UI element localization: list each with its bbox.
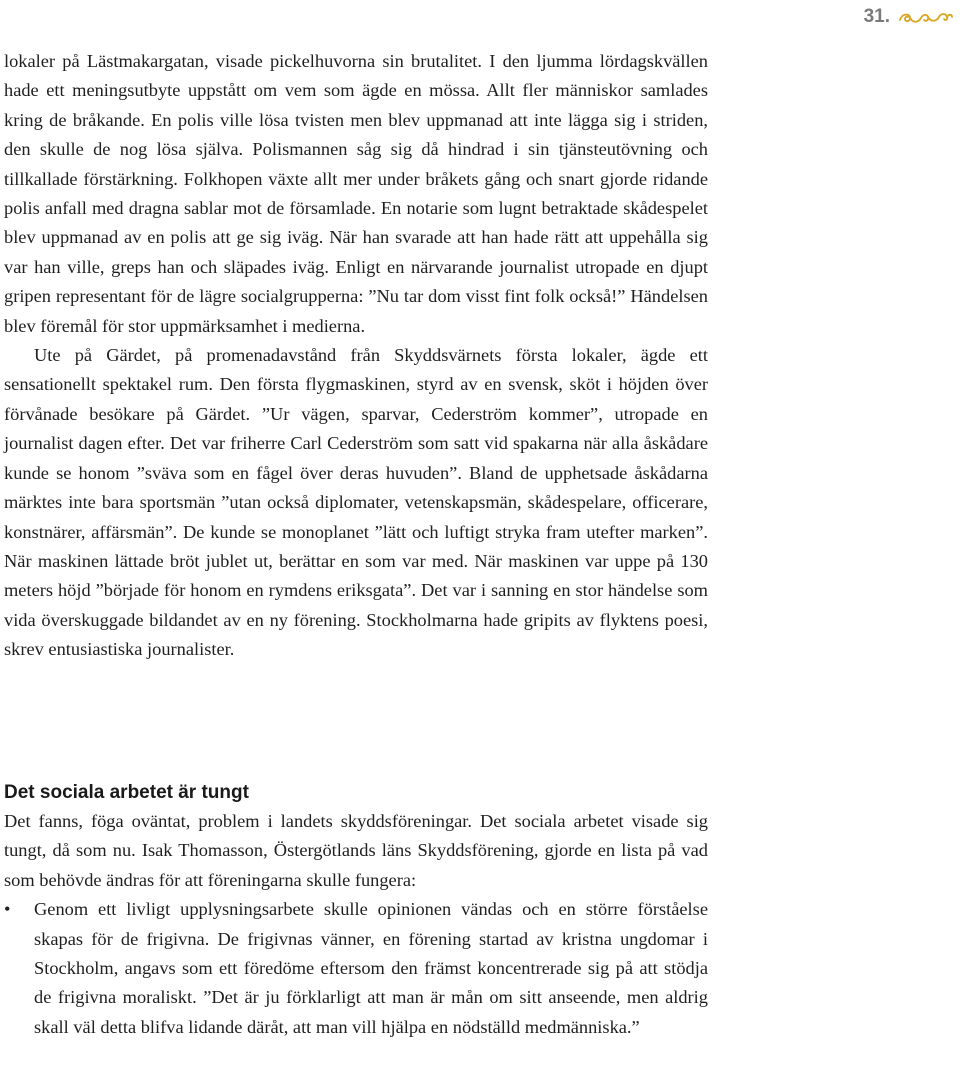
bullet-icon: • bbox=[4, 899, 11, 920]
decorative-swirl-icon bbox=[898, 8, 954, 26]
paragraph: Ute på Gärdet, på promenadavstånd från Skyddsvärnets första lokaler, ägde ett sensationellt spektakel rum. Den första flygmaskinen, styrd av en svensk, sköt i höjden över förvånade besökare på Gärdet. ”Ur vägen, sparvar, Cederström kommer”, utropade en journalist dagen efter. Det var friherre Carl Cederström som satt vid spakarna när alla åskådare kunde se honom ”sväva som en fågel över deras huvuden”. Bland de upphetsade åskådarna märktes inte bara sportsmän ”utan också diplomater, vetenskapsmän, skådespelare, officerare, konstnärer, affärsmän”. De kunde se monoplanet ”lätt och luftigt stryka fram utefter marken”. När maskinen lättade bröt jublet ut, berättar en som var med. När maskinen var uppe på 130 meters höjd ”började för honom en rymdens eriksgata”. Det var i sanning en stor händelse som vida överskuggade bildandet av en ny förening. Stockholmarna hade gripits av flyktens poesi, skrev entusiastiska journalister. bbox=[4, 345, 708, 660]
bullet-item bbox=[4, 895, 708, 1042]
paragraph: lokaler på Lästmakargatan, visade pickelhuvorna sin brutalitet. I den ljumma lördagskvällen hade ett meningsutbyte uppstått om vem som ägde en mössa. Allt fler människor samlades kring de bråkande. En polis ville lösa tvisten men blev uppmanad att inte lägga sig i striden, den skulle de nog lösa själva. Polismannen såg sig då hindrad i sin tjänsteutövning och tillkallade förstärkning. Folkhopen växte allt mer under bråkets gång och snart gjorde ridande polis anfall med dragna sablar mot de församlade. En notarie som lugnt betraktade skådespelet blev uppmanad av en polis att ge sig iväg. När han svarade att han hade rätt att uppehålla sig var han ville, greps han och släpades iväg. Enligt en närvarande journalist utropade en djupt gripen representant för de lägre socialgrupperna: ”Nu tar dom visst fint folk också!” Händelsen blev föremål för stor uppmärksamhet i medierna. bbox=[4, 51, 708, 336]
section-body bbox=[4, 807, 708, 1042]
body-text bbox=[4, 47, 708, 665]
bullet-list bbox=[4, 895, 708, 1042]
section-heading: Det sociala arbetet är tungt bbox=[4, 782, 249, 803]
page-number: 31. bbox=[863, 6, 890, 27]
bullet-item-text: Genom ett livligt upplysningsarbete skulle opinionen vändas och en större förståelse skapas för de frigivna. De frigivnas vänner, en förening startad av kristna ungdomar i Stockholm, angavs som ett föredöme eftersom den främst koncentrerade sig på att stödja de frigivna moraliskt. ”Det är ju förklarligt att man är mån om sitt anseende, men aldrig skall väl detta blifva lidande däråt, att man vill hjälpa en nödställd medmänniska.” bbox=[34, 899, 708, 1037]
section-intro-paragraph: Det fanns, föga oväntat, problem i landets skyddsföreningar. Det sociala arbetet visade sig tungt, då som nu. Isak Thomasson, Östergötlands läns Skyddsförening, gjorde en lista på vad som behövde ändras för att föreningarna skulle fungera: bbox=[4, 811, 708, 890]
page-header bbox=[864, 6, 954, 28]
